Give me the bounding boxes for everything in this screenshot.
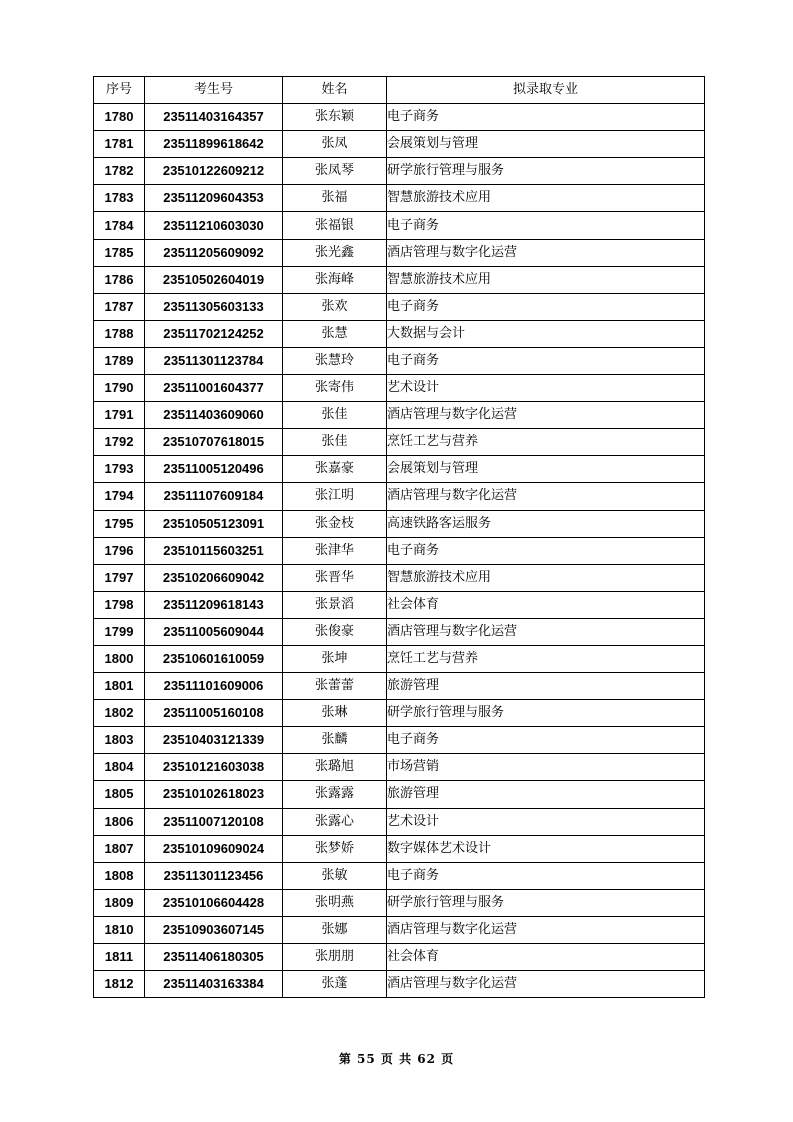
cell-exam-id: 23510903607145 bbox=[145, 916, 283, 943]
cell-seq: 1801 bbox=[94, 673, 145, 700]
header-name: 姓名 bbox=[283, 77, 387, 104]
cell-name: 张福银 bbox=[283, 212, 387, 239]
table-body bbox=[94, 104, 705, 998]
cell-seq: 1800 bbox=[94, 645, 145, 672]
cell-name: 张寄伟 bbox=[283, 375, 387, 402]
cell-name: 张欢 bbox=[283, 293, 387, 320]
cell-name: 张敏 bbox=[283, 862, 387, 889]
cell-exam-id: 23510601610059 bbox=[145, 645, 283, 672]
cell-name: 张海峰 bbox=[283, 266, 387, 293]
cell-major: 智慧旅游技术应用 bbox=[387, 564, 705, 591]
cell-seq: 1799 bbox=[94, 618, 145, 645]
footer-page-number: 55 bbox=[357, 1052, 376, 1066]
cell-seq: 1791 bbox=[94, 402, 145, 429]
table-row bbox=[94, 483, 705, 510]
cell-major: 电子商务 bbox=[387, 104, 705, 131]
cell-name: 张坤 bbox=[283, 645, 387, 672]
table-row bbox=[94, 591, 705, 618]
cell-seq: 1793 bbox=[94, 456, 145, 483]
cell-exam-id: 23511107609184 bbox=[145, 483, 283, 510]
cell-name: 张福 bbox=[283, 185, 387, 212]
cell-seq: 1787 bbox=[94, 293, 145, 320]
cell-major: 研学旅行管理与服务 bbox=[387, 158, 705, 185]
cell-major: 旅游管理 bbox=[387, 673, 705, 700]
cell-exam-id: 23510115603251 bbox=[145, 537, 283, 564]
table-row bbox=[94, 266, 705, 293]
cell-exam-id: 23510206609042 bbox=[145, 564, 283, 591]
cell-major: 电子商务 bbox=[387, 293, 705, 320]
cell-name: 张朋朋 bbox=[283, 944, 387, 971]
table-row bbox=[94, 564, 705, 591]
cell-name: 张蕾蕾 bbox=[283, 673, 387, 700]
cell-seq: 1792 bbox=[94, 429, 145, 456]
cell-exam-id: 23511702124252 bbox=[145, 320, 283, 347]
cell-seq: 1789 bbox=[94, 347, 145, 374]
table-row bbox=[94, 104, 705, 131]
cell-name: 张慧 bbox=[283, 320, 387, 347]
cell-seq: 1783 bbox=[94, 185, 145, 212]
cell-name: 张璐旭 bbox=[283, 754, 387, 781]
cell-exam-id: 23510403121339 bbox=[145, 727, 283, 754]
cell-exam-id: 23511205609092 bbox=[145, 239, 283, 266]
cell-exam-id: 23510502604019 bbox=[145, 266, 283, 293]
cell-name: 张佳 bbox=[283, 429, 387, 456]
table-row bbox=[94, 320, 705, 347]
cell-name: 张江明 bbox=[283, 483, 387, 510]
admissions-table bbox=[93, 76, 705, 998]
table-row bbox=[94, 971, 705, 998]
cell-name: 张慧玲 bbox=[283, 347, 387, 374]
table-row bbox=[94, 781, 705, 808]
cell-name: 张露露 bbox=[283, 781, 387, 808]
cell-seq: 1808 bbox=[94, 862, 145, 889]
table-row bbox=[94, 916, 705, 943]
cell-major: 会展策划与管理 bbox=[387, 131, 705, 158]
cell-seq: 1809 bbox=[94, 889, 145, 916]
cell-name: 张东颖 bbox=[283, 104, 387, 131]
cell-seq: 1784 bbox=[94, 212, 145, 239]
cell-major: 电子商务 bbox=[387, 537, 705, 564]
cell-major: 市场营销 bbox=[387, 754, 705, 781]
table-row bbox=[94, 862, 705, 889]
cell-major: 会展策划与管理 bbox=[387, 456, 705, 483]
cell-name: 张明燕 bbox=[283, 889, 387, 916]
cell-major: 旅游管理 bbox=[387, 781, 705, 808]
table-row bbox=[94, 131, 705, 158]
cell-major: 酒店管理与数字化运营 bbox=[387, 402, 705, 429]
page-footer bbox=[0, 1050, 793, 1067]
cell-exam-id: 23510707618015 bbox=[145, 429, 283, 456]
table-row bbox=[94, 347, 705, 374]
cell-name: 张凤 bbox=[283, 131, 387, 158]
cell-seq: 1797 bbox=[94, 564, 145, 591]
cell-seq: 1795 bbox=[94, 510, 145, 537]
footer-mid: 页 共 bbox=[380, 1052, 413, 1066]
table-row bbox=[94, 185, 705, 212]
footer-prefix: 第 bbox=[338, 1052, 352, 1066]
footer-total-pages: 62 bbox=[417, 1052, 436, 1066]
table-row bbox=[94, 375, 705, 402]
cell-exam-id: 23511001604377 bbox=[145, 375, 283, 402]
table-row bbox=[94, 429, 705, 456]
cell-major: 艺术设计 bbox=[387, 375, 705, 402]
cell-major: 电子商务 bbox=[387, 212, 705, 239]
cell-exam-id: 23510505123091 bbox=[145, 510, 283, 537]
cell-major: 烹饪工艺与营养 bbox=[387, 645, 705, 672]
cell-name: 张津华 bbox=[283, 537, 387, 564]
cell-major: 高速铁路客运服务 bbox=[387, 510, 705, 537]
table-row bbox=[94, 700, 705, 727]
table-row bbox=[94, 944, 705, 971]
cell-seq: 1812 bbox=[94, 971, 145, 998]
table-row bbox=[94, 618, 705, 645]
cell-seq: 1807 bbox=[94, 835, 145, 862]
cell-seq: 1780 bbox=[94, 104, 145, 131]
cell-major: 电子商务 bbox=[387, 727, 705, 754]
table-row bbox=[94, 754, 705, 781]
cell-name: 张金枝 bbox=[283, 510, 387, 537]
cell-exam-id: 23510109609024 bbox=[145, 835, 283, 862]
cell-seq: 1794 bbox=[94, 483, 145, 510]
cell-seq: 1798 bbox=[94, 591, 145, 618]
cell-seq: 1786 bbox=[94, 266, 145, 293]
cell-major: 艺术设计 bbox=[387, 808, 705, 835]
cell-major: 研学旅行管理与服务 bbox=[387, 889, 705, 916]
cell-major: 电子商务 bbox=[387, 862, 705, 889]
cell-major: 电子商务 bbox=[387, 347, 705, 374]
cell-major: 酒店管理与数字化运营 bbox=[387, 239, 705, 266]
table-row bbox=[94, 645, 705, 672]
cell-major: 酒店管理与数字化运营 bbox=[387, 916, 705, 943]
cell-name: 张佳 bbox=[283, 402, 387, 429]
cell-seq: 1796 bbox=[94, 537, 145, 564]
cell-exam-id: 23511403164357 bbox=[145, 104, 283, 131]
table-row bbox=[94, 402, 705, 429]
table-row bbox=[94, 673, 705, 700]
cell-name: 张光鑫 bbox=[283, 239, 387, 266]
cell-seq: 1804 bbox=[94, 754, 145, 781]
cell-exam-id: 23511210603030 bbox=[145, 212, 283, 239]
cell-exam-id: 23511403163384 bbox=[145, 971, 283, 998]
cell-exam-id: 23511209618143 bbox=[145, 591, 283, 618]
table-row bbox=[94, 537, 705, 564]
cell-exam-id: 23511005160108 bbox=[145, 700, 283, 727]
cell-exam-id: 23510122609212 bbox=[145, 158, 283, 185]
cell-name: 张嘉豪 bbox=[283, 456, 387, 483]
cell-exam-id: 23510106604428 bbox=[145, 889, 283, 916]
cell-seq: 1806 bbox=[94, 808, 145, 835]
cell-major: 智慧旅游技术应用 bbox=[387, 266, 705, 293]
header-major: 拟录取专业 bbox=[387, 77, 705, 104]
cell-exam-id: 23511301123784 bbox=[145, 347, 283, 374]
cell-exam-id: 23511406180305 bbox=[145, 944, 283, 971]
table-row bbox=[94, 212, 705, 239]
table-row bbox=[94, 727, 705, 754]
cell-seq: 1803 bbox=[94, 727, 145, 754]
cell-name: 张露心 bbox=[283, 808, 387, 835]
cell-exam-id: 23511899618642 bbox=[145, 131, 283, 158]
cell-name: 张娜 bbox=[283, 916, 387, 943]
cell-major: 烹饪工艺与营养 bbox=[387, 429, 705, 456]
cell-major: 社会体育 bbox=[387, 591, 705, 618]
cell-name: 张梦娇 bbox=[283, 835, 387, 862]
cell-name: 张景滔 bbox=[283, 591, 387, 618]
table-row bbox=[94, 835, 705, 862]
header-seq: 序号 bbox=[94, 77, 145, 104]
cell-exam-id: 23511209604353 bbox=[145, 185, 283, 212]
cell-exam-id: 23511005120496 bbox=[145, 456, 283, 483]
cell-exam-id: 23511101609006 bbox=[145, 673, 283, 700]
cell-name: 张麟 bbox=[283, 727, 387, 754]
cell-seq: 1811 bbox=[94, 944, 145, 971]
cell-name: 张蓬 bbox=[283, 971, 387, 998]
cell-exam-id: 23511005609044 bbox=[145, 618, 283, 645]
table-row bbox=[94, 510, 705, 537]
cell-exam-id: 23511301123456 bbox=[145, 862, 283, 889]
header-exam-id: 考生号 bbox=[145, 77, 283, 104]
cell-exam-id: 23511403609060 bbox=[145, 402, 283, 429]
cell-seq: 1802 bbox=[94, 700, 145, 727]
table-row bbox=[94, 456, 705, 483]
cell-seq: 1782 bbox=[94, 158, 145, 185]
table-row bbox=[94, 808, 705, 835]
cell-seq: 1810 bbox=[94, 916, 145, 943]
cell-seq: 1781 bbox=[94, 131, 145, 158]
cell-major: 数字媒体艺术设计 bbox=[387, 835, 705, 862]
table-row bbox=[94, 158, 705, 185]
cell-exam-id: 23510102618023 bbox=[145, 781, 283, 808]
table-header-row bbox=[94, 77, 705, 104]
cell-seq: 1790 bbox=[94, 375, 145, 402]
table-row bbox=[94, 293, 705, 320]
footer-suffix: 页 bbox=[441, 1052, 455, 1066]
cell-seq: 1805 bbox=[94, 781, 145, 808]
cell-major: 大数据与会计 bbox=[387, 320, 705, 347]
cell-name: 张琳 bbox=[283, 700, 387, 727]
table-row bbox=[94, 889, 705, 916]
cell-major: 智慧旅游技术应用 bbox=[387, 185, 705, 212]
cell-seq: 1785 bbox=[94, 239, 145, 266]
cell-exam-id: 23510121603038 bbox=[145, 754, 283, 781]
cell-major: 研学旅行管理与服务 bbox=[387, 700, 705, 727]
table-row bbox=[94, 239, 705, 266]
cell-exam-id: 23511007120108 bbox=[145, 808, 283, 835]
cell-major: 酒店管理与数字化运营 bbox=[387, 483, 705, 510]
cell-exam-id: 23511305603133 bbox=[145, 293, 283, 320]
cell-major: 酒店管理与数字化运营 bbox=[387, 971, 705, 998]
cell-major: 酒店管理与数字化运营 bbox=[387, 618, 705, 645]
cell-name: 张俊豪 bbox=[283, 618, 387, 645]
cell-name: 张凤琴 bbox=[283, 158, 387, 185]
cell-seq: 1788 bbox=[94, 320, 145, 347]
cell-major: 社会体育 bbox=[387, 944, 705, 971]
cell-name: 张晋华 bbox=[283, 564, 387, 591]
